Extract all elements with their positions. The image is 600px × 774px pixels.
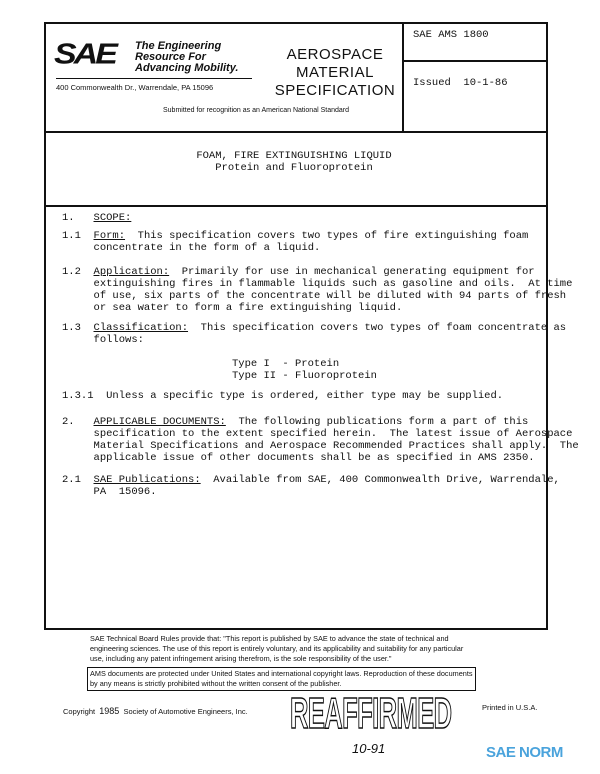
text-line: SAE Technical Board Rules provide that: "This report is published by SAE to advance the state of technical and bbox=[90, 634, 449, 643]
section-2 bbox=[62, 416, 579, 464]
section-num: 1.1 bbox=[62, 230, 81, 242]
section-num: 2. bbox=[62, 416, 75, 428]
copyright-notice-box bbox=[87, 667, 476, 691]
section-num: 2.1 bbox=[62, 474, 81, 486]
tagline bbox=[135, 41, 239, 74]
copyright-owner: Society of Automotive Engineers, Inc. bbox=[123, 707, 248, 716]
doc-number: SAE AMS 1800 bbox=[413, 29, 489, 41]
text-line: Available from SAE, 400 Commonwealth Drive, Warrendale, bbox=[213, 474, 560, 486]
text-line: applicable issue of other documents shall be as specified in AMS 2350. bbox=[93, 452, 535, 464]
technical-board-rules bbox=[90, 634, 463, 664]
title-line: Protein and Fluoroprotein bbox=[215, 162, 373, 174]
text-line: engineering sciences. The use of this report is entirely voluntary, and its applicability and suitability for any particular bbox=[90, 644, 464, 653]
section-heading: Application: bbox=[93, 266, 170, 278]
divider bbox=[402, 60, 546, 62]
text-line: PA 15096. bbox=[93, 486, 157, 498]
text-line: This specification covers two types of fire extinguishing foam bbox=[137, 230, 529, 242]
submitted-note: Submitted for recognition as an American National Standard bbox=[163, 107, 349, 114]
text-line: of use, six parts of the concentrate will be diluted with 94 parts of fresh bbox=[93, 290, 567, 302]
divider bbox=[56, 78, 252, 79]
sae-norm-watermark: SAE NORM bbox=[486, 744, 563, 761]
divider bbox=[44, 131, 546, 133]
text-line: Material Specifications and Aerospace Recommended Practices shall apply. The bbox=[93, 440, 579, 452]
text-line: This specification covers two types of foam concentrate as bbox=[200, 322, 567, 334]
section-heading: SCOPE: bbox=[93, 212, 132, 224]
tagline-line: Resource For bbox=[135, 51, 206, 63]
text-line: specification to the extent specified herein. The latest issue of Aerospace bbox=[93, 428, 573, 440]
reaffirmed-stamp: REAFFIRMED bbox=[290, 689, 452, 738]
sae-logo: SAE bbox=[54, 37, 115, 71]
doc-type-line: MATERIAL bbox=[296, 64, 374, 81]
text-line: extinguishing fires in flammable liquids such as gasoline and oils. At time bbox=[93, 278, 573, 290]
tagline-line: The Engineering bbox=[135, 40, 222, 52]
stamp-date: 10-91 bbox=[352, 741, 386, 756]
section-heading: SAE Publications: bbox=[93, 474, 201, 486]
doc-title bbox=[44, 150, 544, 174]
text-line: Primarily for use in mechanical generating equipment for bbox=[181, 266, 535, 278]
section-1-3-1 bbox=[62, 390, 503, 402]
text-line: AMS documents are protected under United States and international copyright laws. Reproduction of these documents bbox=[90, 669, 473, 678]
doc-type-line: SPECIFICATION bbox=[274, 82, 396, 99]
section-heading: Form: bbox=[93, 230, 126, 242]
copyright-line bbox=[63, 706, 248, 717]
doc-type bbox=[270, 46, 400, 100]
section-1-2 bbox=[62, 266, 572, 314]
section-1-1 bbox=[62, 230, 528, 254]
address: 400 Commonwealth Dr., Warrendale, PA 15096 bbox=[56, 83, 214, 92]
section-2-1 bbox=[62, 474, 560, 498]
section-1 bbox=[62, 212, 131, 224]
text-line: concentrate in the form of a liquid. bbox=[93, 242, 321, 254]
type-list bbox=[232, 358, 377, 382]
text-line: follows: bbox=[93, 334, 144, 346]
section-heading: APPLICABLE DOCUMENTS: bbox=[93, 416, 226, 428]
text-line: by any means is strictly prohibited without the written consent of the publisher. bbox=[90, 679, 342, 688]
doc-type-line: AEROSPACE bbox=[286, 46, 384, 63]
section-num: 1.3.1 bbox=[62, 390, 94, 402]
type-item: Type I - Protein bbox=[232, 358, 340, 370]
section-num: 1.3 bbox=[62, 322, 81, 334]
section-1-3 bbox=[62, 322, 566, 346]
text-line: The following publications form a part of this bbox=[238, 416, 529, 428]
title-line: FOAM, FIRE EXTINGUISHING LIQUID bbox=[196, 150, 392, 162]
type-item: Type II - Fluoroprotein bbox=[232, 370, 377, 382]
copyright-label: Copyright bbox=[63, 707, 96, 716]
tagline-line: Advancing Mobility. bbox=[135, 62, 239, 74]
text-line: or sea water to form a fire extinguishing liquid. bbox=[93, 302, 403, 314]
text-line: Unless a specific type is ordered, either type may be supplied. bbox=[106, 390, 504, 402]
section-heading: Classification: bbox=[93, 322, 189, 334]
issued-date: Issued 10-1-86 bbox=[413, 77, 508, 89]
section-num: 1. bbox=[62, 212, 75, 224]
section-num: 1.2 bbox=[62, 266, 81, 278]
printed-in: Printed in U.S.A. bbox=[482, 703, 538, 712]
copyright-year: 1985 bbox=[99, 706, 120, 716]
divider bbox=[402, 22, 404, 132]
divider bbox=[44, 205, 546, 207]
text-line: use, including any patent infringement arising therefrom, is the sole responsibility of the user." bbox=[90, 654, 392, 663]
